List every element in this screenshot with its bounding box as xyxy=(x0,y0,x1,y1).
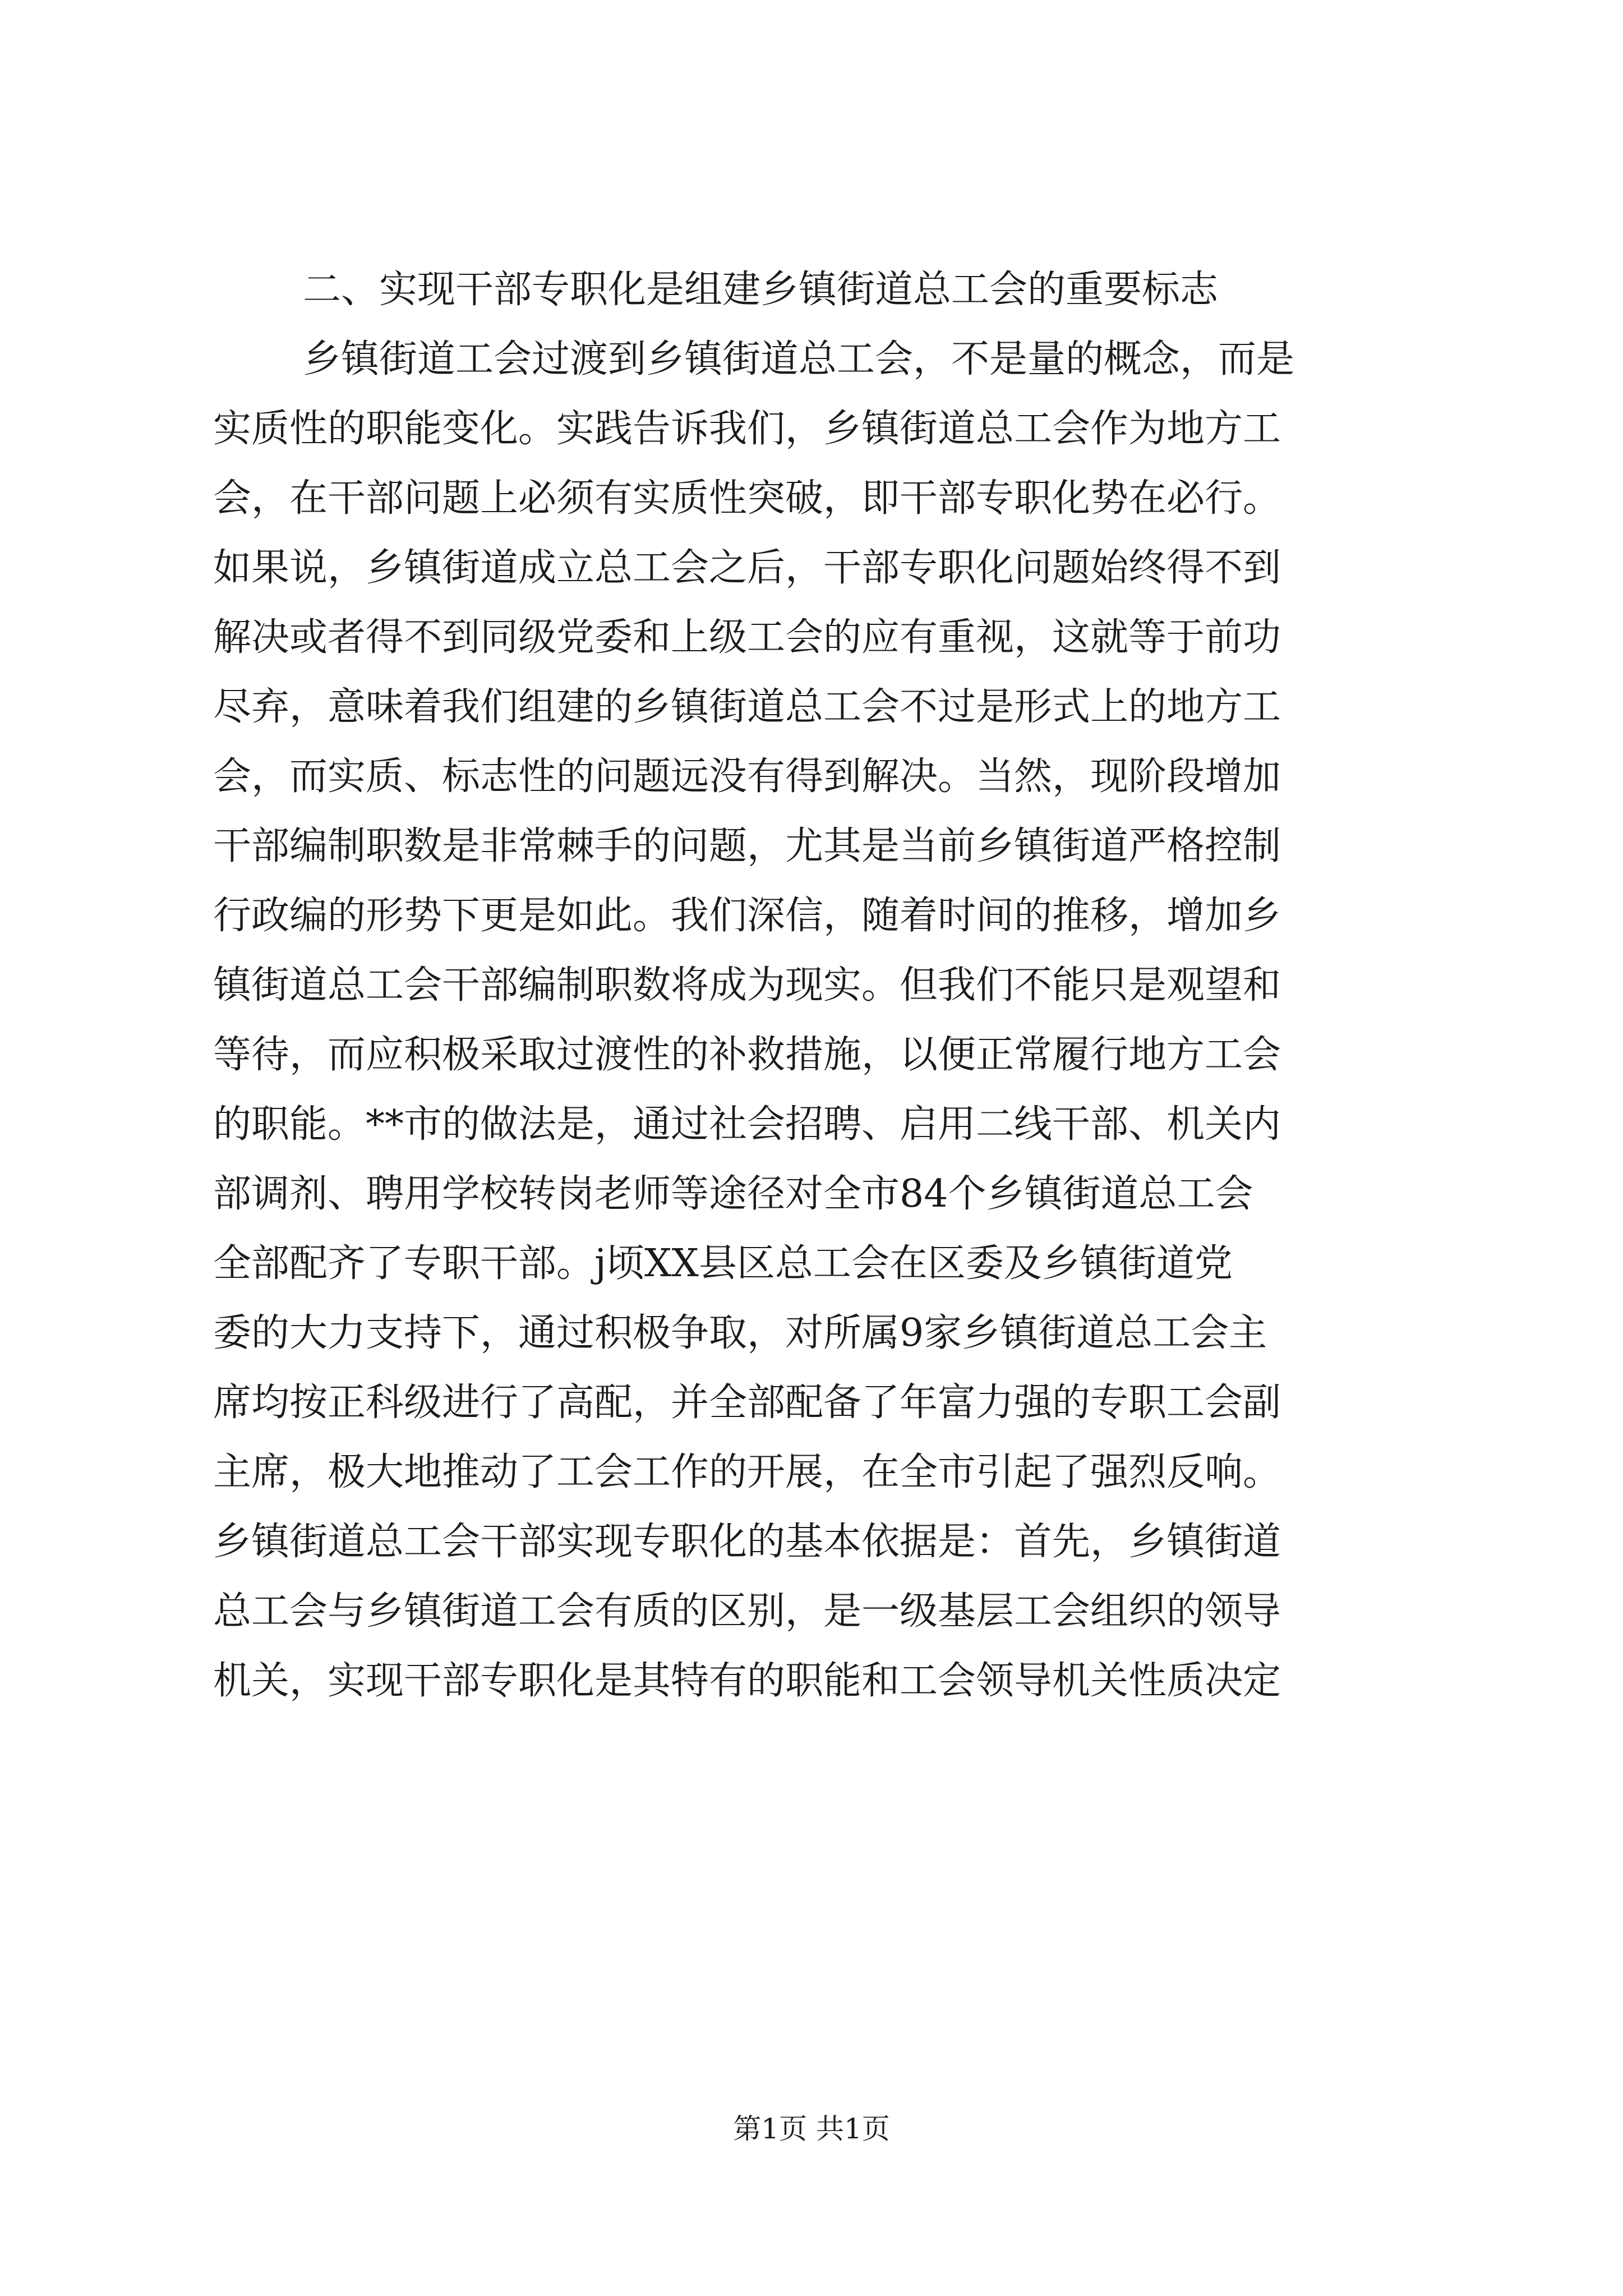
paragraph-line: 全部配齐了专职干部。j顷XX县区总工会在区委及乡镇街道党 xyxy=(213,1241,1233,1286)
paragraph-line: 乡镇街道工会过渡到乡镇街道总工会，不是量的概念，而是 xyxy=(303,337,1295,381)
paragraph-line: 会，在干部问题上必须有实质性突破，即干部专职化势在必行。 xyxy=(213,476,1281,521)
document-body xyxy=(213,255,1413,1716)
page-footer: 第1页 共1页 xyxy=(733,2113,890,2145)
paragraph-line: 总工会与乡镇街道工会有质的区别，是一级基层工会组织的领导 xyxy=(213,1589,1281,1634)
paragraph-line: 主席，极大地推动了工会工作的开展，在全市引起了强烈反响。 xyxy=(213,1450,1281,1494)
paragraph-line: 行政编的形势下更是如此。我们深信，随着时间的推移，增加乡 xyxy=(213,894,1281,938)
paragraph-line: 机关，实现干部专职化是其特有的职能和工会领导机关性质决定 xyxy=(213,1659,1281,1703)
paragraph-line: 尽弃，意味着我们组建的乡镇街道总工会不过是形式上的地方工 xyxy=(213,685,1281,729)
section-heading: 二、实现干部专职化是组建乡镇街道总工会的重要标志 xyxy=(303,268,1219,312)
paragraph-line: 等待，而应积极采取过渡性的补救措施，以便正常履行地方工会 xyxy=(213,1033,1281,1077)
paragraph-line: 委的大力支持下，通过积极争取，对所属9家乡镇街道总工会主 xyxy=(213,1311,1267,1355)
paragraph-line: 的职能。**市的做法是，通过社会招聘、启用二线干部、机关内 xyxy=(213,1102,1281,1147)
paragraph-line: 镇街道总工会干部编制职数将成为现实。但我们不能只是观望和 xyxy=(213,963,1281,1007)
paragraph-line: 干部编制职数是非常棘手的问题，尤其是当前乡镇街道严格控制 xyxy=(213,824,1281,868)
paragraph-line: 如果说，乡镇街道成立总工会之后，干部专职化问题始终得不到 xyxy=(213,546,1281,590)
paragraph-line: 实质性的职能变化。实践告诉我们，乡镇街道总工会作为地方工 xyxy=(213,407,1281,451)
paragraph-line: 乡镇街道总工会干部实现专职化的基本依据是：首先，乡镇街道 xyxy=(213,1520,1281,1564)
paragraph-line: 会，而实质、标志性的问题远没有得到解决。当然，现阶段增加 xyxy=(213,754,1281,799)
paragraph-line: 部调剂、聘用学校转岗老师等途径对全市84个乡镇街道总工会 xyxy=(213,1172,1253,1216)
paragraph-line: 解决或者得不到同级党委和上级工会的应有重视，这就等于前功 xyxy=(213,615,1281,660)
paragraph-line: 席均按正科级进行了高配，并全部配备了年富力强的专职工会副 xyxy=(213,1381,1281,1425)
